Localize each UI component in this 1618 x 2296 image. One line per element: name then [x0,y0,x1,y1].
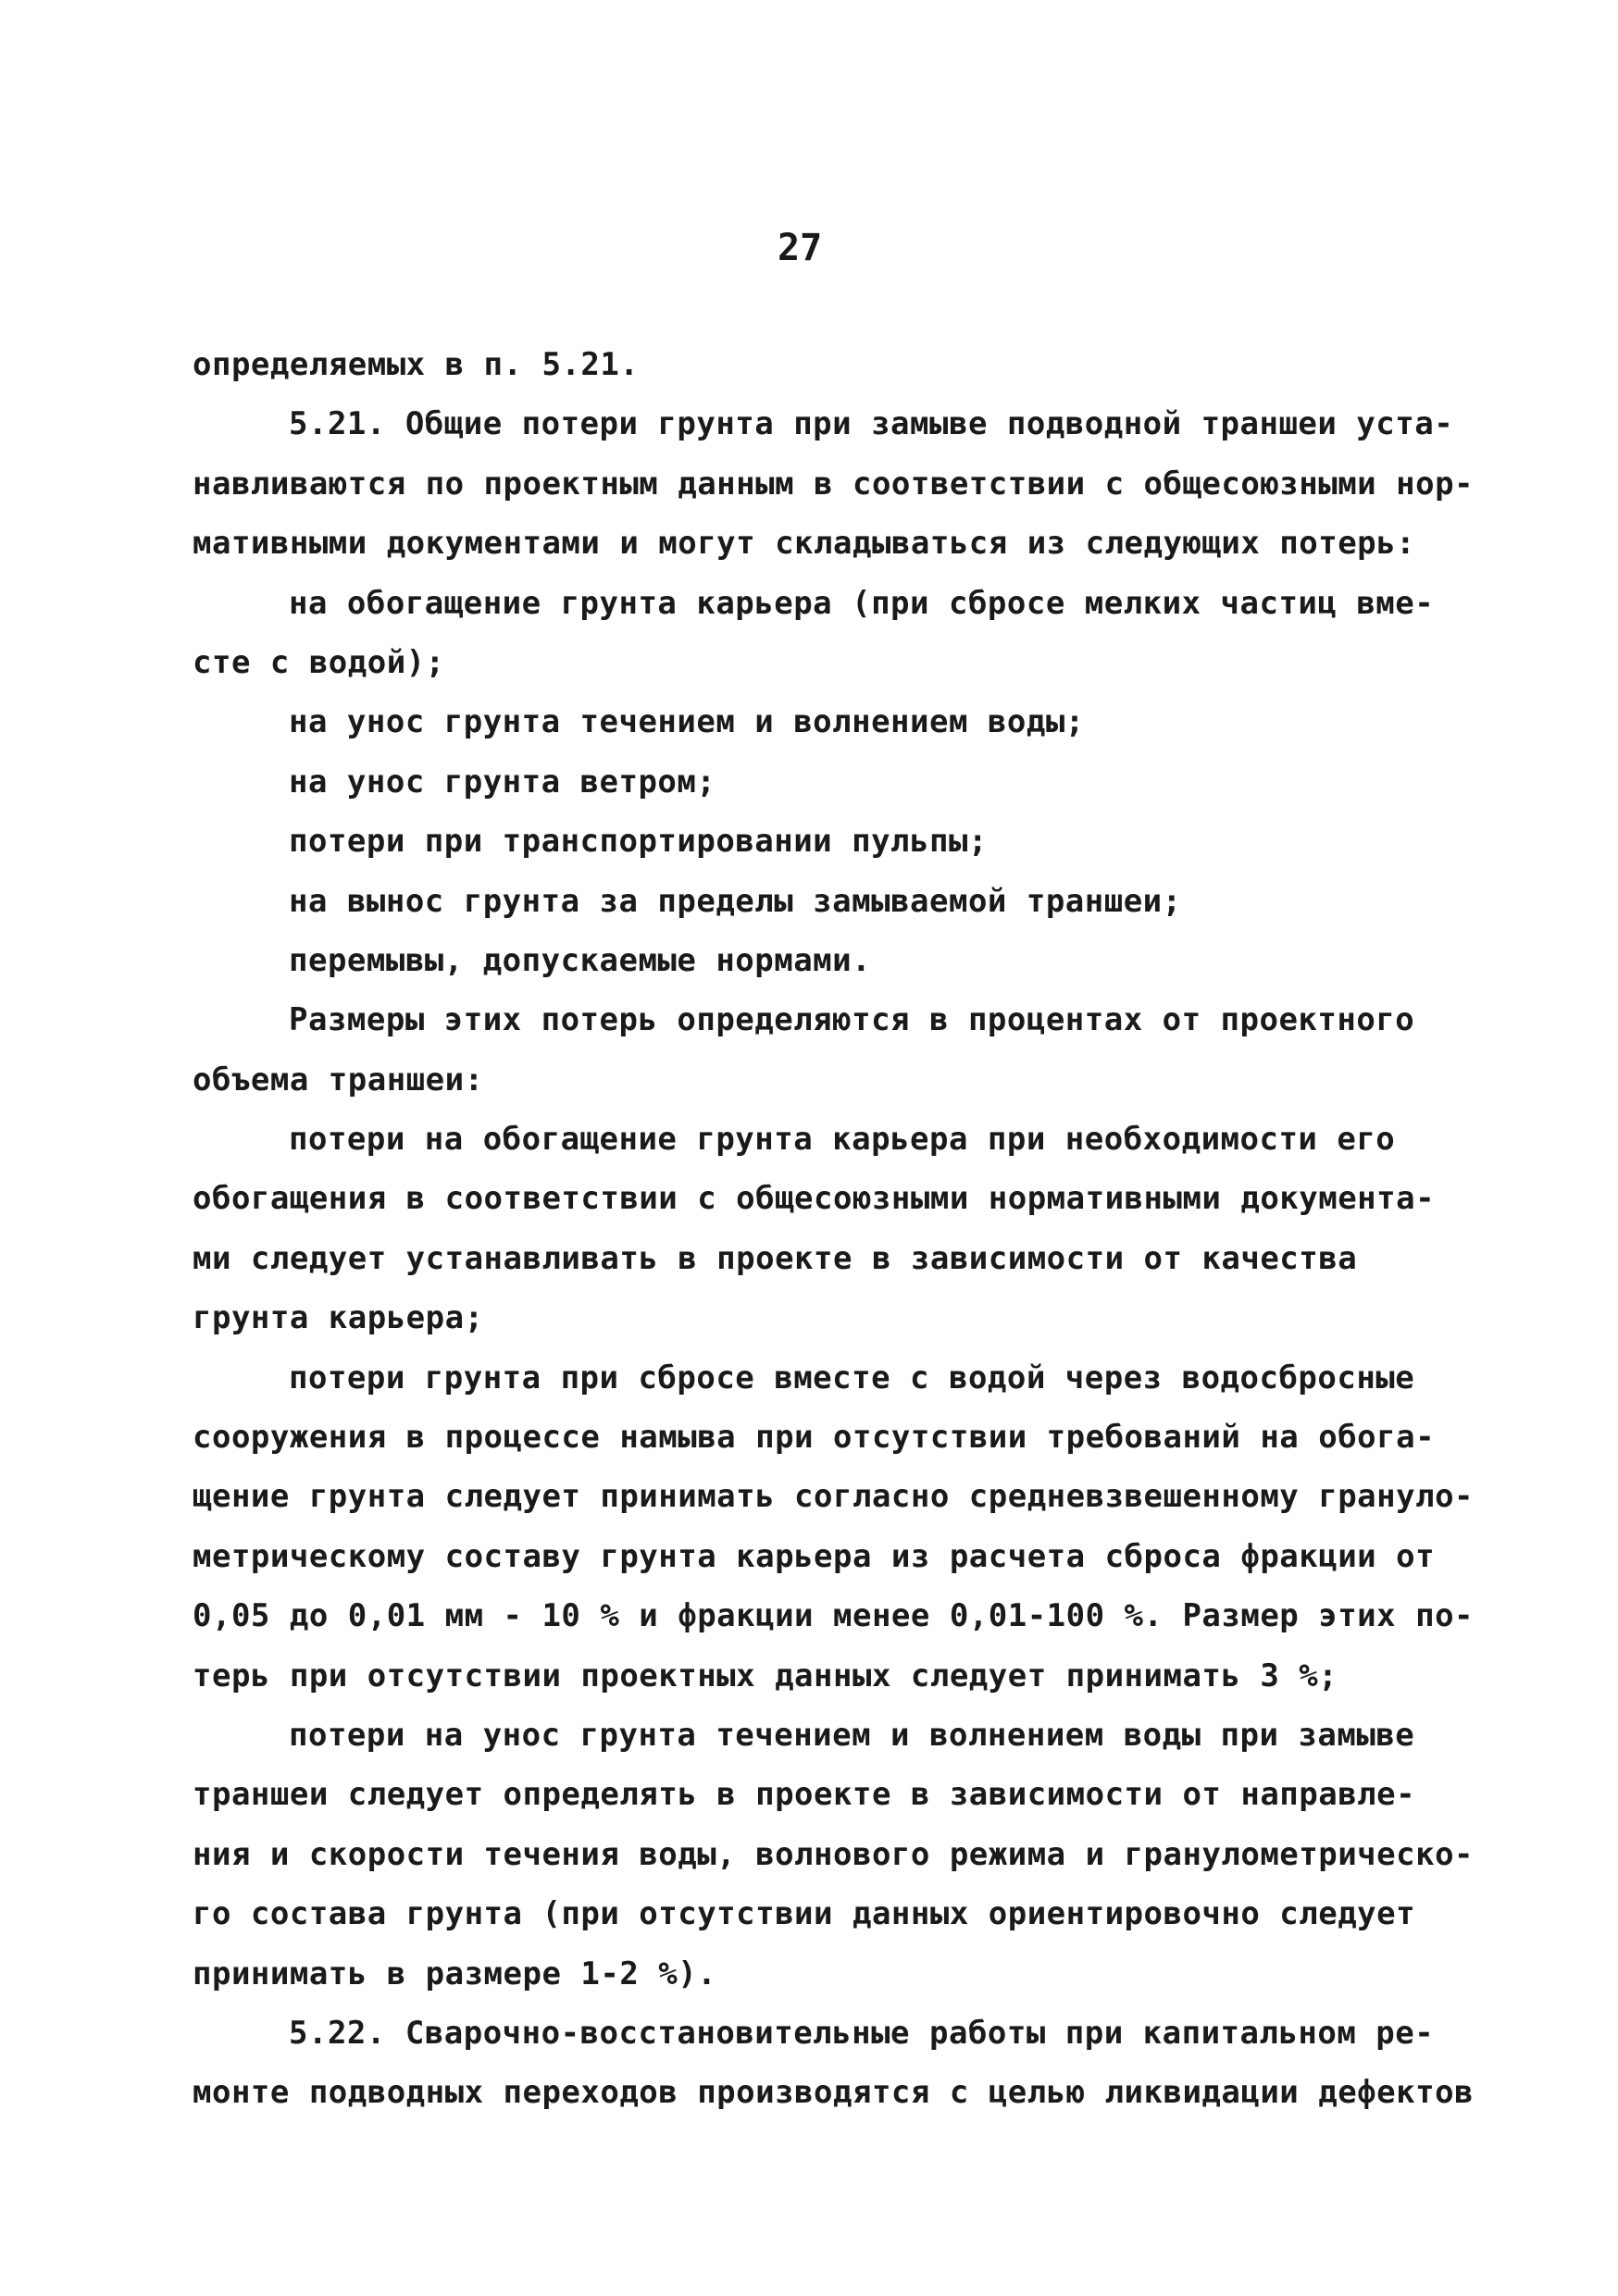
text-line: на вынос грунта за пределы замываемой траншеи; [289,882,1182,920]
text-line: обогащения в соответствии с общесоюзными нормативными документа- [193,1180,1436,1218]
text-line: мативными документами и могут складываться из следующих потерь: [193,525,1416,563]
text-line: Размеры этих потерь определяются в процентах от проектного [289,1001,1415,1039]
text-line: терь при отсутствии проектных данных следует принимать 3 %; [193,1657,1338,1694]
page-number: 27 [778,227,823,269]
text-line: 0,05 до 0,01 мм - 10 % и фракции менее 0,01-100 %. Размер этих по- [193,1597,1475,1635]
text-line: потери на унос грунта течением и волнением воды при замыве [289,1716,1415,1754]
text-line: ми следует устанавливать в проекте в зависимости от качества [193,1239,1358,1277]
text-line: монте подводных переходов производятся с целью ликвидации дефектов [193,2074,1475,2112]
text-line: перемывы, допускаемые нормами. [289,941,872,979]
text-line: объема траншеи: [193,1061,484,1098]
text-line: на обогащение грунта карьера (при сбросе мелких частиц вме- [289,584,1435,622]
text-line: потери на обогащение грунта карьера при необходимости его [289,1121,1396,1159]
text-line: сооружения в процессе намыва при отсутствии требований на обога- [193,1419,1436,1457]
text-line: потери при транспортировании пульпы; [289,823,988,861]
text-line: определяемых в п. 5.21. [193,346,640,383]
text-line: щение грунта следует принимать согласно средневзвешенному грануло- [193,1478,1475,1516]
text-line: принимать в размере 1-2 %). [193,1955,717,1992]
text-line: метрическому составу грунта карьера из расчета сброса фракции от [193,1537,1436,1575]
text-line: грунта карьера; [193,1299,484,1337]
text-line: сте с водой); [193,643,445,681]
text-line: го состава грунта (при отсутствии данных ориентировочно следует [193,1895,1416,1933]
text-line: ния и скорости течения воды, волнового режима и гранулометрическо- [193,1835,1475,1873]
body-text [193,335,1475,2123]
text-line: на унос грунта ветром; [289,763,716,800]
text-line: 5.21. Общие потери грунта при замыве подводной траншеи уста- [289,405,1454,443]
text-line: траншеи следует определять в проекте в зависимости от направле- [193,1776,1416,1814]
text-line: навливаются по проектным данным в соответствии с общесоюзными нор- [193,465,1475,503]
text-line: потери грунта при сбросе вместе с водой через водосбросные [289,1359,1415,1396]
text-line: 5.22. Сварочно-восстановительные работы при капитальном ре- [289,2014,1435,2052]
text-line: на унос грунта течением и волнением воды; [289,703,1085,741]
